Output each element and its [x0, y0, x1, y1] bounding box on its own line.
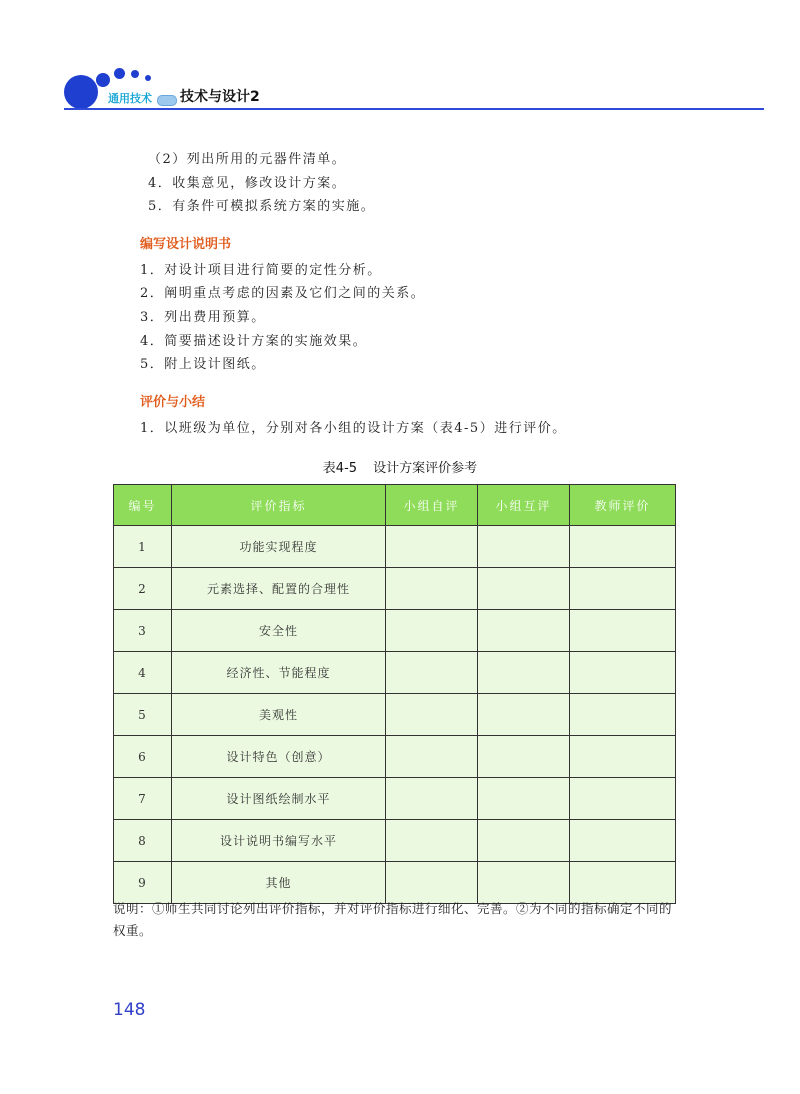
- self-eval-cell: [386, 736, 478, 778]
- table-row: [114, 820, 676, 862]
- table-title: 设计方案评价参考: [373, 461, 478, 476]
- list-item: 5．附上设计图纸。: [140, 357, 266, 373]
- self-eval-cell: [386, 694, 478, 736]
- table-row: [114, 610, 676, 652]
- row-number: 7: [114, 778, 172, 820]
- table-row: [114, 568, 676, 610]
- peer-eval-cell: [478, 820, 570, 862]
- text-line: 4．收集意见，修改设计方案。: [148, 175, 347, 191]
- list-item: 3．列出费用预算。: [140, 309, 266, 325]
- teacher-eval-cell: [570, 736, 676, 778]
- peer-eval-cell: [478, 610, 570, 652]
- col-header-peer-eval: 小组互评: [478, 485, 570, 526]
- peer-eval-cell: [478, 778, 570, 820]
- col-header-criterion: 评价指标: [172, 485, 386, 526]
- list-item: 1．以班级为单位，分别对各小组的设计方案（表4-5）进行评价。: [140, 420, 567, 436]
- series-label: 通用技术: [108, 92, 152, 105]
- section-heading-evaluation: 评价与小结: [140, 394, 206, 410]
- teacher-eval-cell: [570, 568, 676, 610]
- list-item: 2．阐明重点考虑的因素及它们之间的关系。: [140, 286, 426, 302]
- row-number: 1: [114, 526, 172, 568]
- book-title: 技术与设计2: [180, 89, 260, 105]
- table-row: [114, 526, 676, 568]
- logo-dot-tiny: [145, 75, 151, 81]
- teacher-eval-cell: [570, 694, 676, 736]
- self-eval-cell: [386, 778, 478, 820]
- row-criterion: 设计说明书编写水平: [172, 820, 386, 862]
- text-line: 5．有条件可模拟系统方案的实施。: [148, 199, 376, 215]
- page-header: [0, 0, 800, 120]
- series-badge-icon: [157, 95, 177, 106]
- col-header-self-eval: 小组自评: [386, 485, 478, 526]
- row-criterion: 经济性、节能程度: [172, 652, 386, 694]
- peer-eval-cell: [478, 526, 570, 568]
- row-criterion: 功能实现程度: [172, 526, 386, 568]
- teacher-eval-cell: [570, 820, 676, 862]
- table-header-row: [114, 485, 676, 526]
- teacher-eval-cell: [570, 526, 676, 568]
- row-criterion: 安全性: [172, 610, 386, 652]
- list-item: 4．简要描述设计方案的实施效果。: [140, 333, 368, 349]
- self-eval-cell: [386, 568, 478, 610]
- header-rule-left: [64, 108, 108, 110]
- row-criterion: 其他: [172, 862, 386, 904]
- peer-eval-cell: [478, 652, 570, 694]
- table-row: [114, 652, 676, 694]
- peer-eval-cell: [478, 736, 570, 778]
- row-number: 6: [114, 736, 172, 778]
- section-heading-manual: 编写设计说明书: [140, 236, 232, 252]
- text-line: （2）列出所用的元器件清单。: [148, 152, 347, 167]
- self-eval-cell: [386, 820, 478, 862]
- main-content: [140, 148, 680, 440]
- col-header-number: 编号: [114, 485, 172, 526]
- table-row: [114, 694, 676, 736]
- logo-dot-medium: [96, 73, 110, 87]
- table-row: [114, 778, 676, 820]
- row-criterion: 元素选择、配置的合理性: [172, 568, 386, 610]
- teacher-eval-cell: [570, 778, 676, 820]
- row-number: 8: [114, 820, 172, 862]
- table-number: 表4-5: [322, 461, 358, 476]
- evaluation-table: [113, 484, 676, 904]
- col-header-teacher-eval: 教师评价: [570, 485, 676, 526]
- list-item: 1．对设计项目进行简要的定性分析。: [140, 262, 382, 278]
- logo-dot-large: [64, 75, 98, 109]
- peer-eval-cell: [478, 694, 570, 736]
- logo-dot-small: [114, 68, 125, 79]
- self-eval-cell: [386, 610, 478, 652]
- row-number: 4: [114, 652, 172, 694]
- self-eval-cell: [386, 652, 478, 694]
- logo-dot-xsmall: [131, 70, 139, 78]
- row-criterion: 美观性: [172, 694, 386, 736]
- teacher-eval-cell: [570, 652, 676, 694]
- page-number: 148: [113, 1000, 146, 1020]
- row-number: 2: [114, 568, 172, 610]
- row-criterion: 设计图纸绘制水平: [172, 778, 386, 820]
- row-number: 3: [114, 610, 172, 652]
- header-rule: [108, 108, 764, 110]
- row-number: 9: [114, 862, 172, 904]
- table-row: [114, 736, 676, 778]
- teacher-eval-cell: [570, 610, 676, 652]
- row-number: 5: [114, 694, 172, 736]
- table-caption: [0, 457, 800, 476]
- row-criterion: 设计特色（创意）: [172, 736, 386, 778]
- peer-eval-cell: [478, 568, 570, 610]
- table-note: 说明：①师生共同讨论列出评价指标，并对评价指标进行细化、完善。②为不同的指标确定不同的权重。: [113, 901, 673, 938]
- self-eval-cell: [386, 526, 478, 568]
